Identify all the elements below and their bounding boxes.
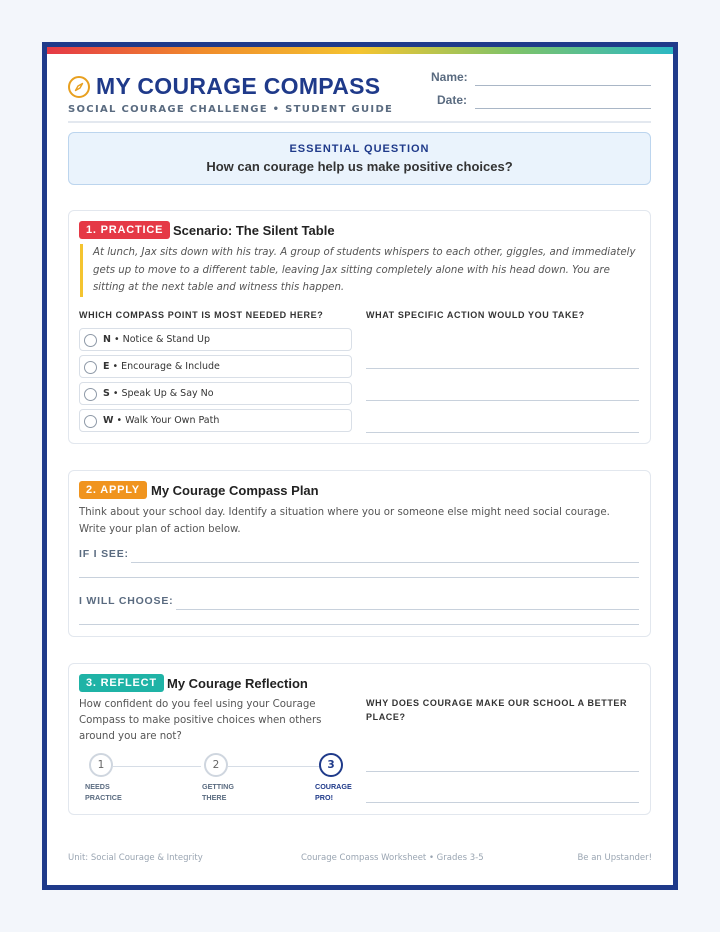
radio-button[interactable]: [84, 361, 97, 374]
step-label-line: NEEDS: [85, 782, 110, 791]
essential-question-text: How can courage help us make positive choices?: [206, 159, 513, 174]
worksheet-page: [42, 42, 678, 890]
reflect-prompt: How confident do you feel using your Courage Compass to make positive choices when others around you are not?: [79, 699, 322, 742]
option-text: • Notice & Stand Up: [113, 334, 211, 345]
header-divider: [68, 121, 651, 123]
why-courage-label: WHY DOES COURAGE MAKE OUR SCHOOL A BETTER PLACE?: [366, 698, 628, 722]
action-write-line[interactable]: [366, 368, 639, 369]
page-subtitle: SOCIAL COURAGE CHALLENGE • STUDENT GUIDE: [68, 104, 394, 115]
reflect-badge: 3. REFLECT: [79, 674, 164, 692]
option-text: • Speak Up & Say No: [112, 388, 214, 399]
reflect-section: [68, 663, 651, 815]
if-i-see-line[interactable]: [131, 562, 639, 563]
action-write-line[interactable]: [366, 400, 639, 401]
compass-point-label: WHICH COMPASS POINT IS MOST NEEDED HERE?: [79, 310, 324, 320]
apply-prompt: Think about your school day. Identify a situation where you or someone else might need social courage. Write your plan of action below.: [79, 507, 610, 535]
practice-title: Scenario: The Silent Table: [173, 223, 335, 238]
option-letter: E: [103, 361, 110, 372]
compass-option-n[interactable]: [79, 328, 352, 351]
page-title: MY COURAGE COMPASS: [96, 73, 381, 99]
option-letter: N: [103, 334, 111, 345]
i-will-choose-line[interactable]: [79, 624, 639, 625]
reflection-write-line[interactable]: [366, 771, 639, 772]
if-i-see-label: IF I SEE:: [79, 548, 129, 560]
date-label: Date:: [437, 93, 468, 107]
if-i-see-line[interactable]: [79, 577, 639, 578]
practice-badge: 1. PRACTICE: [79, 221, 170, 239]
step-label-line: COURAGE: [315, 782, 352, 791]
radio-button[interactable]: [84, 415, 97, 428]
essential-question-box: [68, 132, 651, 185]
step-label-line: GETTING: [202, 782, 234, 791]
confidence-step-1[interactable]: 1: [89, 753, 113, 777]
scenario-text: At lunch, Jax sits down with his tray. A group of students whispers to each other, giggles, and immediately gets up to move to a different table, leaving Jax sitting completely alone with his head down. You are sitting at the next table and witness this happen.: [80, 244, 640, 297]
apply-title: My Courage Compass Plan: [151, 483, 319, 498]
compass-option-s[interactable]: [79, 382, 352, 405]
confidence-step-2[interactable]: 2: [204, 753, 228, 777]
option-text: • Walk Your Own Path: [116, 415, 220, 426]
rainbow-bar: [47, 47, 673, 54]
compass-icon: [68, 76, 90, 98]
apply-section: [68, 470, 651, 637]
footer-unit: Unit: Social Courage & Integrity: [68, 853, 203, 863]
option-letter: S: [103, 388, 110, 399]
scale-connector: [228, 766, 320, 767]
option-text: • Encourage & Include: [112, 361, 220, 372]
title-row: [68, 73, 380, 100]
date-field[interactable]: [475, 108, 651, 109]
name-label: Name:: [431, 70, 468, 84]
practice-section: [68, 210, 651, 444]
essential-question-label: ESSENTIAL QUESTION: [289, 143, 430, 155]
name-field[interactable]: [475, 85, 651, 86]
footer-slogan: Be an Upstander!: [577, 853, 652, 863]
compass-option-w[interactable]: [79, 409, 352, 432]
footer-worksheet: Courage Compass Worksheet • Grades 3-5: [301, 853, 484, 863]
action-label: WHAT SPECIFIC ACTION WOULD YOU TAKE?: [366, 310, 585, 320]
step-label-courage-pro: [315, 781, 352, 803]
step-label-needs-practice: [85, 781, 122, 803]
compass-option-e[interactable]: [79, 355, 352, 378]
step-label-line: PRO!: [315, 793, 333, 802]
confidence-step-3[interactable]: 3: [319, 753, 343, 777]
radio-button[interactable]: [84, 388, 97, 401]
step-label-line: THERE: [202, 793, 227, 802]
reflect-title: My Courage Reflection: [167, 676, 308, 691]
apply-badge: 2. APPLY: [79, 481, 147, 499]
option-letter: W: [103, 415, 114, 426]
radio-button[interactable]: [84, 334, 97, 347]
action-write-line[interactable]: [366, 432, 639, 433]
scale-connector: [113, 766, 201, 767]
step-label-line: PRACTICE: [85, 793, 122, 802]
i-will-choose-label: I WILL CHOOSE:: [79, 595, 174, 607]
i-will-choose-line[interactable]: [176, 609, 639, 610]
reflection-write-line[interactable]: [366, 802, 639, 803]
step-label-getting-there: [202, 781, 234, 803]
